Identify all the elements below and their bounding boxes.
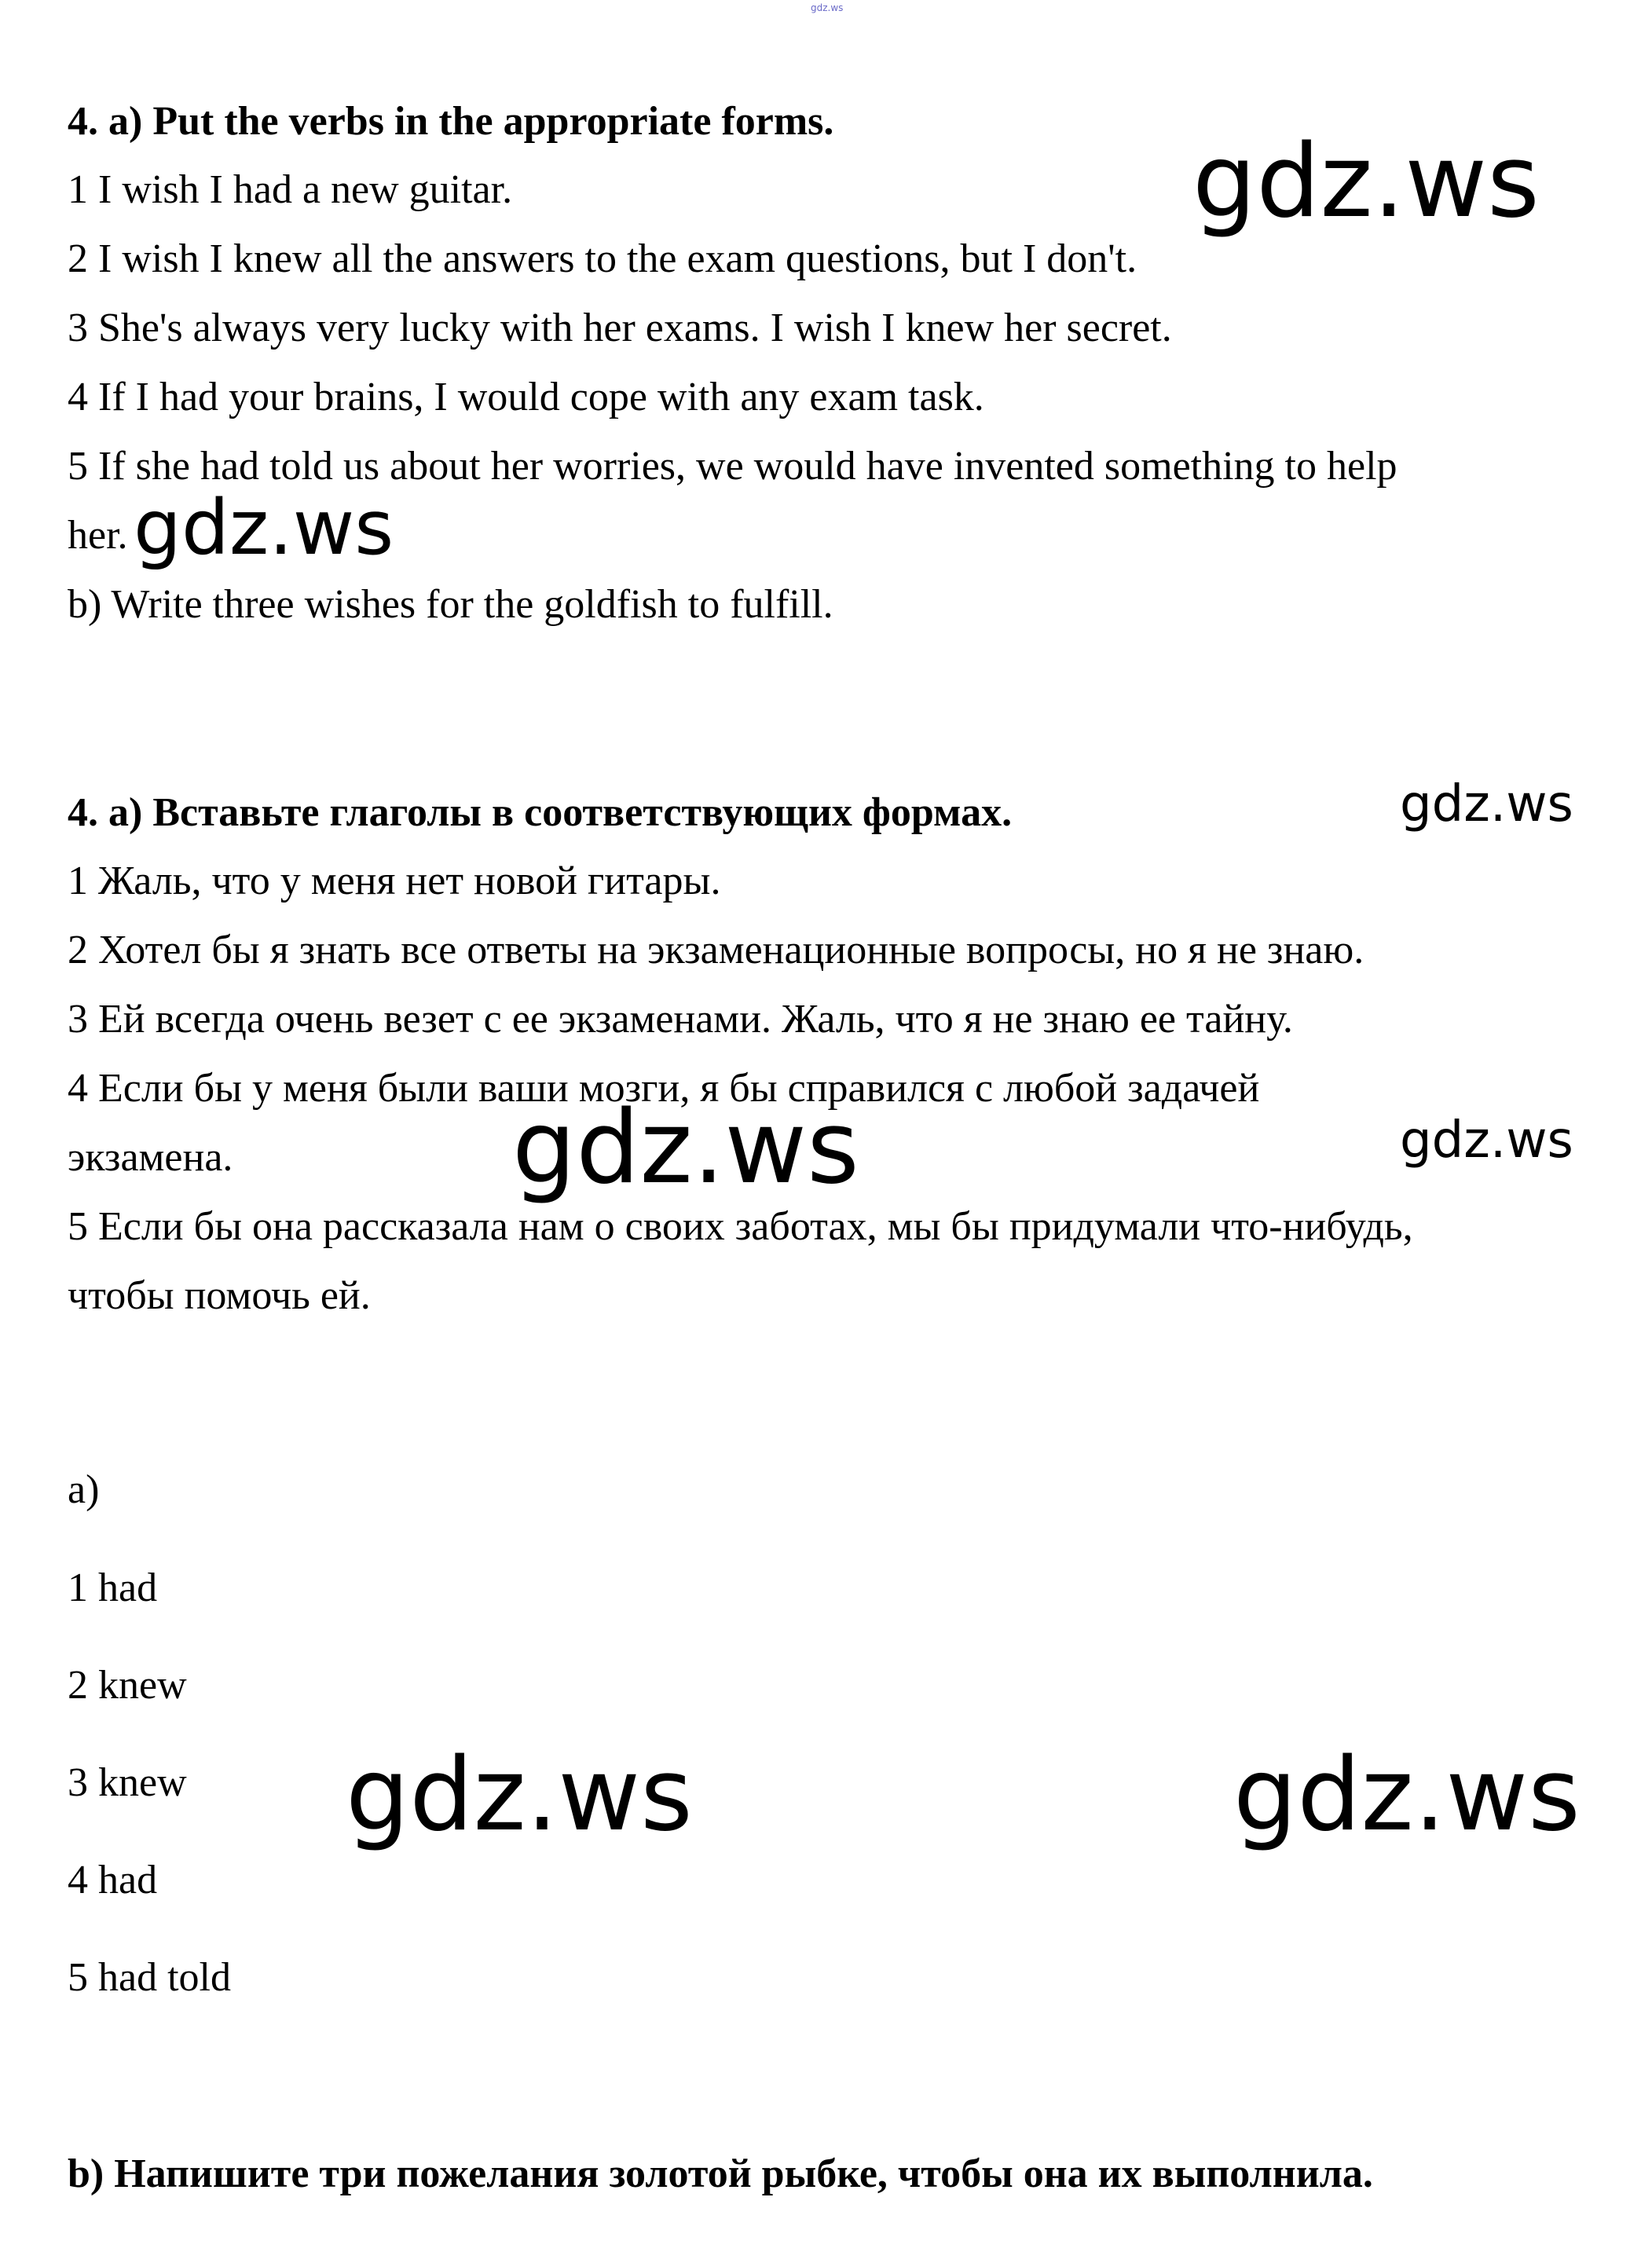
answer-2: 2 knew — [68, 1663, 187, 1708]
russian-item-3: 3 Ей всегда очень везет с ее экзаменами. Жаль, что я не знаю ее тайну. — [68, 997, 1293, 1042]
watermark-4: gdz.ws — [512, 1089, 859, 1207]
watermark-2: gdz.ws — [134, 484, 394, 572]
watermark-5: gdz.ws — [1400, 1111, 1573, 1170]
watermark-1: gdz.ws — [1192, 123, 1540, 240]
russian-item-5-continuation: чтобы помочь ей. — [68, 1273, 371, 1318]
top-watermark: gdz.ws — [811, 2, 844, 13]
english-heading: 4. a) Put the verbs in the appropriate forms. — [68, 99, 834, 144]
russian-item-2: 2 Хотел бы я знать все ответы на экзаменационные вопросы, но я не знаю. — [68, 928, 1364, 972]
russian-item-5: 5 Если бы она рассказала нам о своих заботах, мы бы придумали что-нибудь, — [68, 1204, 1413, 1249]
answer-1: 1 had — [68, 1565, 158, 1610]
english-item-1: 1 I wish I had a new guitar. — [68, 167, 513, 212]
russian-heading: 4. а) Вставьте глаголы в соответствующих формах. — [68, 790, 1013, 835]
russian-item-1: 1 Жаль, что у меня нет новой гитары. — [68, 859, 721, 903]
watermark-7: gdz.ws — [1233, 1737, 1581, 1854]
russian-item-4: 4 Если бы у меня были ваши мозги, я бы справился с любой задачей — [68, 1066, 1260, 1111]
answer-3: 3 knew — [68, 1760, 187, 1805]
english-item-3: 3 She's always very lucky with her exams. I wish I knew her secret. — [68, 306, 1172, 350]
english-item-5-continuation: her. — [68, 513, 128, 558]
english-part-b: b) Write three wishes for the goldfish to fulfill. — [68, 582, 833, 627]
answer-5: 5 had told — [68, 1955, 231, 2000]
russian-item-4-continuation: экзамена. — [68, 1135, 233, 1180]
watermark-6: gdz.ws — [346, 1737, 693, 1854]
english-item-2: 2 I wish I knew all the answers to the exam questions, but I don't. — [68, 236, 1137, 281]
answer-4: 4 had — [68, 1858, 158, 1902]
answers-label: a) — [68, 1467, 100, 1512]
english-item-5: 5 If she had told us about her worries, we would have invented something to help — [68, 444, 1397, 489]
english-item-4: 4 If I had your brains, I would cope with any exam task. — [68, 375, 984, 419]
russian-part-b: b) Напишите три пожелания золотой рыбке, чтобы она их выполнила. — [68, 2151, 1373, 2196]
watermark-3: gdz.ws — [1400, 775, 1573, 833]
